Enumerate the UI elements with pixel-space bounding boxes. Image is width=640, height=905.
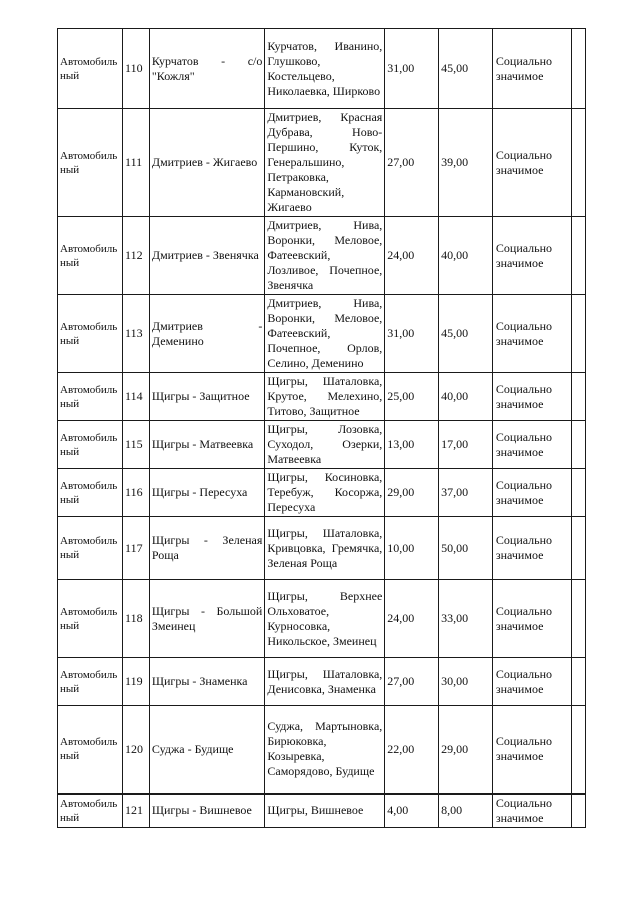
route-type-cell: Автомобильный — [58, 373, 123, 421]
route-number-cell: 111 — [123, 109, 150, 217]
route-stops-cell: Суджа, Мартыновка, Бирюковка, Козыревка, Саморядово, Будище — [265, 706, 385, 794]
route-number-cell: 121 — [123, 794, 150, 828]
empty-cell — [572, 580, 586, 658]
route-type-cell: Автомобильный — [58, 794, 123, 828]
route-stops-cell: Щигры, Шаталовка, Крутое, Мелехино, Титово, Защитное — [265, 373, 385, 421]
route-stops-cell: Дмитриев, Красная Дубрава, Ново-Першино, Куток, Генеральшино, Петраковка, Кармановский, Жигаево — [265, 109, 385, 217]
route-type-cell: Автомобильный — [58, 580, 123, 658]
value-b-cell: 39,00 — [439, 109, 493, 217]
table-row — [58, 580, 586, 658]
route-name-cell: Щигры - Знаменка — [149, 658, 264, 706]
route-stops-cell: Щигры, Косиновка, Теребуж, Косоржа, Пересуха — [265, 469, 385, 517]
route-stops-cell: Щигры, Верхнее Ольховатое, Курносовка, Никольское, Змеинец — [265, 580, 385, 658]
table-row — [58, 373, 586, 421]
route-name-cell: Дмитриев - Звенячка — [149, 217, 264, 295]
route-kind-cell: Социально значимое — [492, 658, 572, 706]
route-kind-cell: Социально значимое — [492, 794, 572, 828]
value-a-cell: 31,00 — [385, 295, 439, 373]
route-type-cell: Автомобильный — [58, 29, 123, 109]
table-row — [58, 295, 586, 373]
value-a-cell: 27,00 — [385, 109, 439, 217]
table-row — [58, 29, 586, 109]
route-kind-cell: Социально значимое — [492, 109, 572, 217]
route-type-cell: Автомобильный — [58, 421, 123, 469]
empty-cell — [572, 217, 586, 295]
route-number-cell: 119 — [123, 658, 150, 706]
value-a-cell: 22,00 — [385, 706, 439, 794]
value-a-cell: 27,00 — [385, 658, 439, 706]
empty-cell — [572, 295, 586, 373]
route-kind-cell: Социально значимое — [492, 373, 572, 421]
route-type-cell: Автомобильный — [58, 658, 123, 706]
value-b-cell: 33,00 — [439, 580, 493, 658]
value-a-cell: 31,00 — [385, 29, 439, 109]
empty-cell — [572, 517, 586, 580]
route-type-cell: Автомобильный — [58, 469, 123, 517]
route-kind-cell: Социально значимое — [492, 29, 572, 109]
route-type-cell: Автомобильный — [58, 706, 123, 794]
table-row — [58, 109, 586, 217]
table-row — [58, 706, 586, 794]
value-a-cell: 24,00 — [385, 217, 439, 295]
value-b-cell: 50,00 — [439, 517, 493, 580]
route-kind-cell: Социально значимое — [492, 469, 572, 517]
route-name-cell: Суджа - Будище — [149, 706, 264, 794]
value-a-cell: 25,00 — [385, 373, 439, 421]
route-name-cell: Дмитриев - Деменино — [149, 295, 264, 373]
table-row — [58, 421, 586, 469]
empty-cell — [572, 421, 586, 469]
value-b-cell: 30,00 — [439, 658, 493, 706]
route-number-cell: 118 — [123, 580, 150, 658]
routes-table-body — [58, 29, 586, 828]
route-stops-cell: Щигры, Шаталовка, Кривцовка, Гремячка, Зеленая Роща — [265, 517, 385, 580]
route-kind-cell: Социально значимое — [492, 706, 572, 794]
route-number-cell: 114 — [123, 373, 150, 421]
route-kind-cell: Социально значимое — [492, 517, 572, 580]
route-stops-cell: Дмитриев, Нива, Воронки, Меловое, Фатеевский, Почепное, Орлов, Селино, Деменино — [265, 295, 385, 373]
route-name-cell: Щигры - Пересуха — [149, 469, 264, 517]
value-b-cell: 29,00 — [439, 706, 493, 794]
value-a-cell: 29,00 — [385, 469, 439, 517]
routes-table — [57, 28, 586, 828]
value-b-cell: 37,00 — [439, 469, 493, 517]
route-name-cell: Курчатов - с/о "Кожля" — [149, 29, 264, 109]
route-name-cell: Дмитриев - Жигаево — [149, 109, 264, 217]
value-b-cell: 40,00 — [439, 373, 493, 421]
value-a-cell: 13,00 — [385, 421, 439, 469]
table-row — [58, 794, 586, 828]
value-a-cell: 10,00 — [385, 517, 439, 580]
table-row — [58, 217, 586, 295]
route-number-cell: 113 — [123, 295, 150, 373]
route-name-cell: Щигры - Большой Змеинец — [149, 580, 264, 658]
value-a-cell: 24,00 — [385, 580, 439, 658]
empty-cell — [572, 109, 586, 217]
route-stops-cell: Щигры, Шаталовка, Денисовка, Знаменка — [265, 658, 385, 706]
route-kind-cell: Социально значимое — [492, 217, 572, 295]
route-type-cell: Автомобильный — [58, 109, 123, 217]
route-kind-cell: Социально значимое — [492, 421, 572, 469]
empty-cell — [572, 658, 586, 706]
route-name-cell: Щигры - Зеленая Роща — [149, 517, 264, 580]
route-number-cell: 115 — [123, 421, 150, 469]
route-type-cell: Автомобильный — [58, 295, 123, 373]
route-name-cell: Щигры - Вишневое — [149, 794, 264, 828]
value-b-cell: 8,00 — [439, 794, 493, 828]
value-b-cell: 45,00 — [439, 29, 493, 109]
route-kind-cell: Социально значимое — [492, 580, 572, 658]
route-name-cell: Щигры - Матвеевка — [149, 421, 264, 469]
route-stops-cell: Щигры, Лозовка, Суходол, Озерки, Матвеевка — [265, 421, 385, 469]
route-type-cell: Автомобильный — [58, 517, 123, 580]
route-stops-cell: Курчатов, Иванино, Глушково, Костельцево, Николаевка, Ширково — [265, 29, 385, 109]
route-number-cell: 116 — [123, 469, 150, 517]
route-number-cell: 117 — [123, 517, 150, 580]
empty-cell — [572, 469, 586, 517]
route-number-cell: 120 — [123, 706, 150, 794]
route-kind-cell: Социально значимое — [492, 295, 572, 373]
table-row — [58, 469, 586, 517]
route-stops-cell: Дмитриев, Нива, Воронки, Меловое, Фатеевский, Лозливое, Почепное, Звенячка — [265, 217, 385, 295]
empty-cell — [572, 706, 586, 794]
empty-cell — [572, 794, 586, 828]
value-a-cell: 4,00 — [385, 794, 439, 828]
value-b-cell: 45,00 — [439, 295, 493, 373]
table-row — [58, 658, 586, 706]
empty-cell — [572, 29, 586, 109]
route-number-cell: 110 — [123, 29, 150, 109]
route-number-cell: 112 — [123, 217, 150, 295]
table-row — [58, 517, 586, 580]
route-name-cell: Щигры - Защитное — [149, 373, 264, 421]
route-stops-cell: Щигры, Вишневое — [265, 794, 385, 828]
route-type-cell: Автомобильный — [58, 217, 123, 295]
value-b-cell: 17,00 — [439, 421, 493, 469]
empty-cell — [572, 373, 586, 421]
value-b-cell: 40,00 — [439, 217, 493, 295]
